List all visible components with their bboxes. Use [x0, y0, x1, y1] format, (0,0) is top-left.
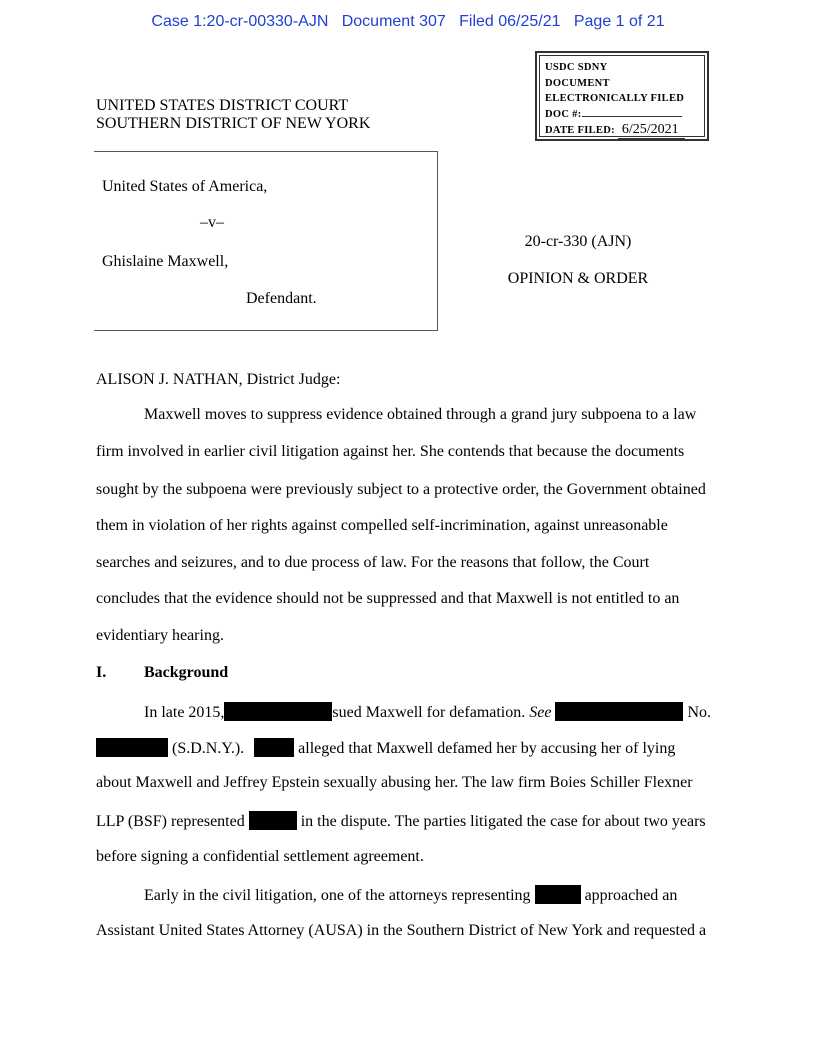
- court-line-2: SOUTHERN DISTRICT OF NEW YORK: [96, 115, 371, 132]
- filing-stamp: [535, 51, 709, 141]
- ecf-header: Case 1:20-cr-00330-AJN Document 307 Filed 06/25/21 Page 1 of 21: [151, 13, 665, 30]
- redaction-box: [555, 702, 683, 721]
- document-title: OPINION & ORDER: [507, 270, 649, 287]
- redaction-box: [249, 811, 297, 830]
- paragraph-3-line-1: Early in the civil litigation, one of the attorneys representing approached an: [144, 887, 678, 904]
- paragraph-2-line-4: LLP (BSF) represented in the dispute. The parties litigated the case for about two years: [96, 813, 706, 830]
- paragraph-2-line-5: before signing a confidential settlement agreement.: [96, 848, 424, 865]
- paragraph-1-line-7: evidentiary hearing.: [96, 627, 224, 644]
- paragraph-2-line-1: In late 2015, sued Maxwell for defamation. See No.: [144, 704, 712, 721]
- paragraph-1-line-2: firm involved in earlier civil litigation against her. She contends that because the documents: [96, 443, 685, 460]
- redaction-box: [96, 738, 168, 757]
- paragraph-2-line-2: (S.D.N.Y.). alleged that Maxwell defamed her by accusing her of lying: [96, 738, 675, 758]
- case-number: 20-cr-330 (AJN): [524, 233, 632, 250]
- redaction-box: [535, 885, 581, 904]
- paragraph-1-line-1: Maxwell moves to suppress evidence obtained through a grand jury subpoena to a law: [144, 406, 697, 423]
- court-line-1: UNITED STATES DISTRICT COURT: [96, 97, 349, 114]
- caption-versus: –v–: [200, 214, 224, 231]
- paragraph-2-line-3: about Maxwell and Jeffrey Epstein sexually abusing her. The law firm Boies Schiller Flexner: [96, 774, 693, 791]
- caption-box: [94, 151, 438, 331]
- stamp-doc-number: DOC #:: [545, 107, 699, 123]
- stamp-court: USDC SDNY: [545, 62, 608, 73]
- stamp-electronically-filed: ELECTRONICALLY FILED: [545, 93, 685, 104]
- caption-defendant-role: Defendant.: [246, 290, 317, 307]
- paragraph-1-line-3: sought by the subpoena were previously subject to a protective order, the Government obtained: [96, 481, 706, 498]
- section-title: Background: [144, 664, 229, 681]
- redaction-box: [224, 702, 332, 721]
- stamp-document: DOCUMENT: [545, 77, 610, 89]
- paragraph-1-line-5: searches and seizures, and to due process of law. For the reasons that follow, the Court: [96, 554, 650, 571]
- section-number: I.: [96, 664, 107, 681]
- paragraph-3-line-2: Assistant United States Attorney (AUSA) in the Southern District of New York and requested a: [96, 922, 707, 939]
- stamp-date-filed: DATE FILED: 6/25/2021: [545, 122, 699, 139]
- court-name: [96, 97, 370, 133]
- paragraph-1-line-4: them in violation of her rights against compelled self-incrimination, against unreasonable: [96, 517, 668, 534]
- redaction-box: [254, 738, 294, 757]
- paragraph-1-line-6: concludes that the evidence should not be suppressed and that Maxwell is not entitled to an: [96, 590, 680, 607]
- caption-defendant-name: Ghislaine Maxwell,: [102, 253, 229, 270]
- judge-line: ALISON J. NATHAN, District Judge:: [96, 371, 341, 388]
- stamp-date-value: 6/25/2021: [618, 122, 685, 139]
- caption-plaintiff: United States of America,: [102, 178, 268, 195]
